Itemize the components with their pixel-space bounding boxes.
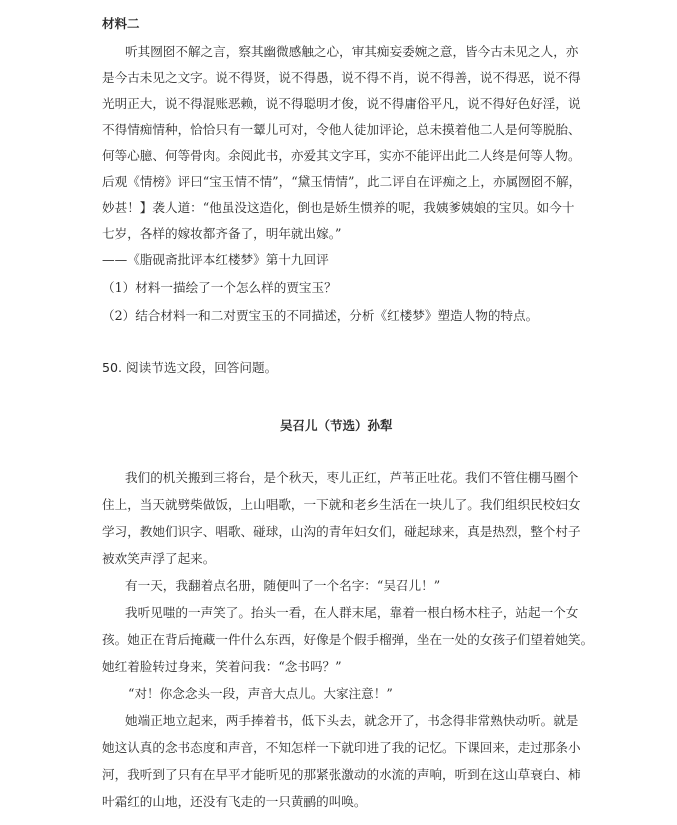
article-line: 学习，教她们识字、唱歌、碰球，山沟的青年妇女们，碰起球来，真是热烈，整个村子 — [102, 524, 581, 539]
material2-line: 是今古未见之文字。说不得贤，说不得愚，说不得不肖，说不得善，说不得恶，说不得 — [102, 70, 581, 85]
question-2: （2）结合材料一和二对贾宝玉的不同描述，分析《红楼梦》塑造人物的特点。 — [102, 308, 539, 323]
article-line: 她红着脸转过身来，笑着问我：“念书吗？” — [102, 659, 342, 674]
article-line: 她端正地立起来，两手捧着书，低下头去，就念开了，书念得非常熟快动听。就是 — [125, 713, 579, 728]
material2-heading: 材料二 — [102, 16, 140, 31]
article-line: “对！你念念头一段，声音大点儿。大家注意！” — [128, 686, 393, 701]
article-line: 我们的机关搬到三将台，是个秋天，枣儿正红，芦苇正吐花。我们不管住棚马圈个 — [125, 470, 579, 485]
article-line: 住上，当天就劈柴做饭，上山唱歌，一下就和老乡生活在一块儿了。我们组织民校妇女 — [102, 497, 581, 512]
material2-line: 妙甚！】袭人道：“他虽没这造化，倒也是娇生惯养的呢，我姨爹姨娘的宝贝。如今十 — [102, 200, 575, 215]
article-line: 她这认真的念书态度和声音，不知怎样一下就印进了我的记忆。下课回来，走过那条小 — [102, 740, 581, 755]
article-line: 我听见嗤的一声笑了。抬头一看，在人群末尾，靠着一根白杨木柱子，站起一个女 — [125, 605, 579, 620]
material2-line: 不得情痴情种，恰恰只有一颦儿可对，令他人徒加评论，总未摸着他二人是何等脱胎、 — [102, 122, 581, 137]
article-line: 有一天，我翻着点名册，随便叫了一个名字：“吴召儿！” — [125, 578, 441, 593]
article-line: 孩。她正在背后掩藏一件什么东西，好像是个假手榴弹，坐在一处的女孩子们望着她笑。 — [102, 632, 594, 647]
material2-line: 何等心臆、何等骨肉。余阅此书，亦爱其文字耳，实亦不能评出此二人终是何等人物。 — [102, 148, 581, 163]
article-line: 被欢笑声浮了起来。 — [102, 551, 216, 566]
material2-line: 后观《情榜》评曰“宝玉情不情”，“黛玉情情”，此二评自在评痴之上，亦属囫囵不解， — [102, 174, 582, 189]
question-50-prompt: 50. 阅读节选文段，回答问题。 — [102, 360, 278, 375]
question-1: （1）材料一描绘了一个怎么样的贾宝玉？ — [102, 280, 337, 295]
material2-line: 听其囫囵不解之言，察其幽微感触之心，审其痴妄委婉之意，皆今古未见之人，亦 — [125, 44, 579, 59]
article-line: 叶霜红的山地，还没有飞走的一只黄鹂的叫唤。 — [102, 794, 367, 809]
material2-line: 光明正大，说不得混账恶赖，说不得聪明才俊，说不得庸俗平凡，说不得好色好淫，说 — [102, 96, 581, 111]
material2-line: 七岁，各样的嫁妆都齐备了，明年就出嫁。” — [102, 226, 342, 241]
material2-source: ——《脂砚斋批评本红楼梦》第十九回评 — [102, 252, 329, 267]
article-line: 河，我听到了只有在早平才能听见的那紧张激动的水流的声响，听到在这山草衰白、柿 — [102, 767, 581, 782]
article-title: 吴召儿（节选）孙犁 — [280, 418, 393, 433]
